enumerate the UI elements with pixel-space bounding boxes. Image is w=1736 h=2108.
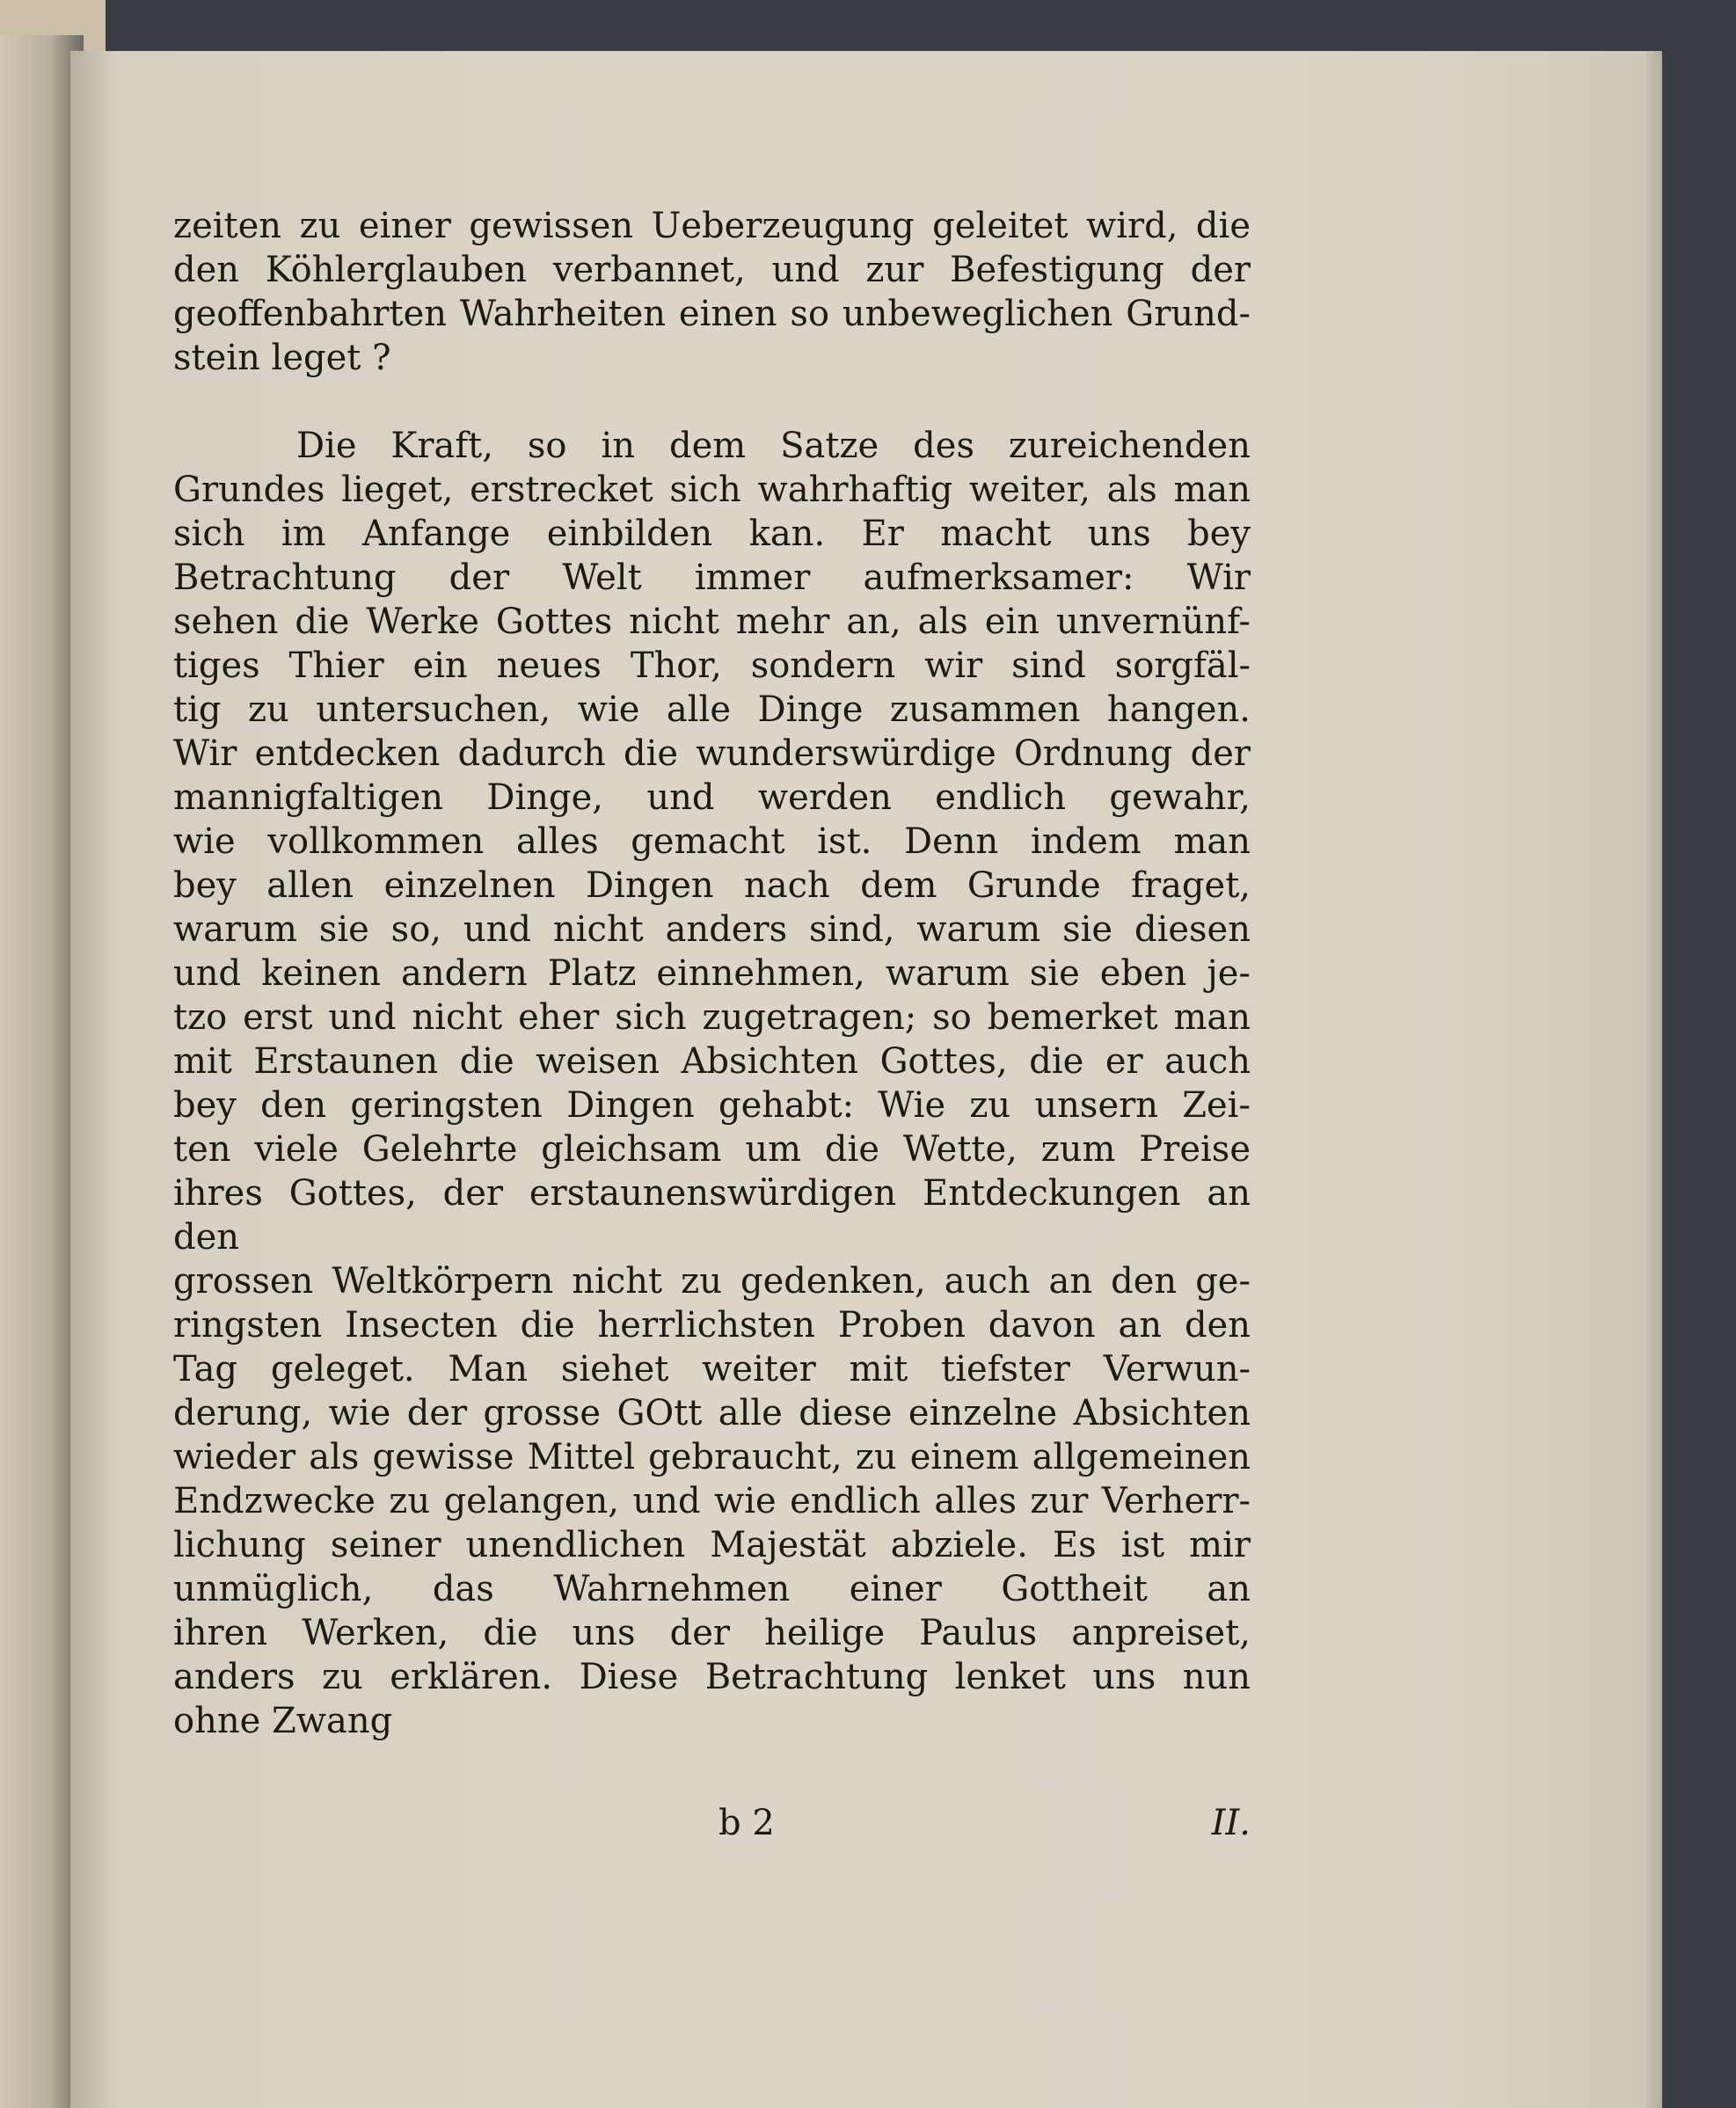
text-line: tiges Thier ein neues Thor, sondern wir sind sorgfäl- — [173, 646, 1251, 686]
text-line: stein leget ? — [173, 338, 391, 378]
text-line: den Köhlerglauben verbannet, und zur Befestigung der — [173, 250, 1251, 290]
text-line: ten viele Gelehrte gleichsam um die Wette, zum Preise — [173, 1129, 1251, 1170]
paragraph-2 — [173, 424, 1251, 1743]
text-line: Endzwecke zu gelangen, und wie endlich alles zur Verherr- — [173, 1481, 1251, 1521]
text-line: lichung seiner unendlichen Majestät abziele. Es ist mir — [173, 1525, 1251, 1565]
text-line: mit Erstaunen die weisen Absichten Gottes, die er auch — [173, 1041, 1251, 1082]
text-line: geoffenbahrten Wahrheiten einen so unbeweglichen Grund- — [173, 294, 1251, 334]
text-line: tig zu untersuchen, wie alle Dinge zusammen hangen. — [173, 689, 1251, 730]
text-line: zeiten zu einer gewissen Ueberzeugung geleitet wird, die — [173, 206, 1251, 246]
text-line: Wir entdecken dadurch die wunderswürdige Ordnung der — [173, 733, 1251, 774]
signature-mark: b 2 — [718, 1803, 775, 1843]
text-line: sich im Anfange einbilden kan. Er macht uns bey — [173, 514, 1251, 554]
catchword: II. — [1211, 1803, 1251, 1843]
text-line: wieder als gewisse Mittel gebraucht, zu einem allgemeinen — [173, 1437, 1251, 1477]
text-line: ihres Gottes, der erstaunenswürdigen Entdeckungen an den — [173, 1173, 1251, 1258]
paragraph-1 — [173, 204, 1251, 380]
text-line: ihren Werken, die uns der heilige Paulus anpreiset, — [173, 1613, 1251, 1653]
text-line: ohne Zwang — [173, 1701, 393, 1741]
text-line: unmüglich, das Wahrnehmen einer Gottheit an — [173, 1569, 1251, 1609]
text-line: tzo erst und nicht eher sich zugetragen; so bemerket man — [173, 997, 1251, 1038]
text-line: Grundes lieget, erstrecket sich wahrhaftig weiter, als man — [173, 470, 1251, 510]
text-line: mannigfaltigen Dinge, und werden endlich gewahr, — [173, 777, 1251, 818]
text-line: bey allen einzelnen Dingen nach dem Grunde fraget, — [173, 865, 1251, 906]
text-line: und keinen andern Platz einnehmen, warum sie eben je- — [173, 953, 1251, 994]
page-edge-shadow — [1646, 51, 1662, 2108]
text-line: anders zu erklären. Diese Betrachtung lenket uns nun — [173, 1657, 1251, 1697]
text-line: Die Kraft, so in dem Satze des zureichenden — [296, 426, 1251, 466]
page-footer — [173, 1803, 1251, 1856]
paragraph-gap — [173, 380, 1251, 424]
text-line: warum sie so, und nicht anders sind, warum sie diesen — [173, 909, 1251, 950]
text-line: ringsten Insecten die herrlichsten Proben davon an den — [173, 1305, 1251, 1346]
text-line: Betrachtung der Welt immer aufmerksamer: Wir — [173, 558, 1251, 598]
body-text — [173, 204, 1251, 1743]
text-line: grossen Weltkörpern nicht zu gedenken, auch an den ge- — [173, 1261, 1251, 1302]
text-line: wie vollkommen alles gemacht ist. Denn indem man — [173, 821, 1251, 862]
text-line: Tag geleget. Man siehet weiter mit tiefster Verwun- — [173, 1349, 1251, 1390]
text-line: sehen die Werke Gottes nicht mehr an, als ein unvernünf- — [173, 602, 1251, 642]
text-line: derung, wie der grosse GOtt alle diese einzelne Absichten — [173, 1393, 1251, 1433]
text-line: bey den geringsten Dingen gehabt: Wie zu unsern Zei- — [173, 1085, 1251, 1126]
